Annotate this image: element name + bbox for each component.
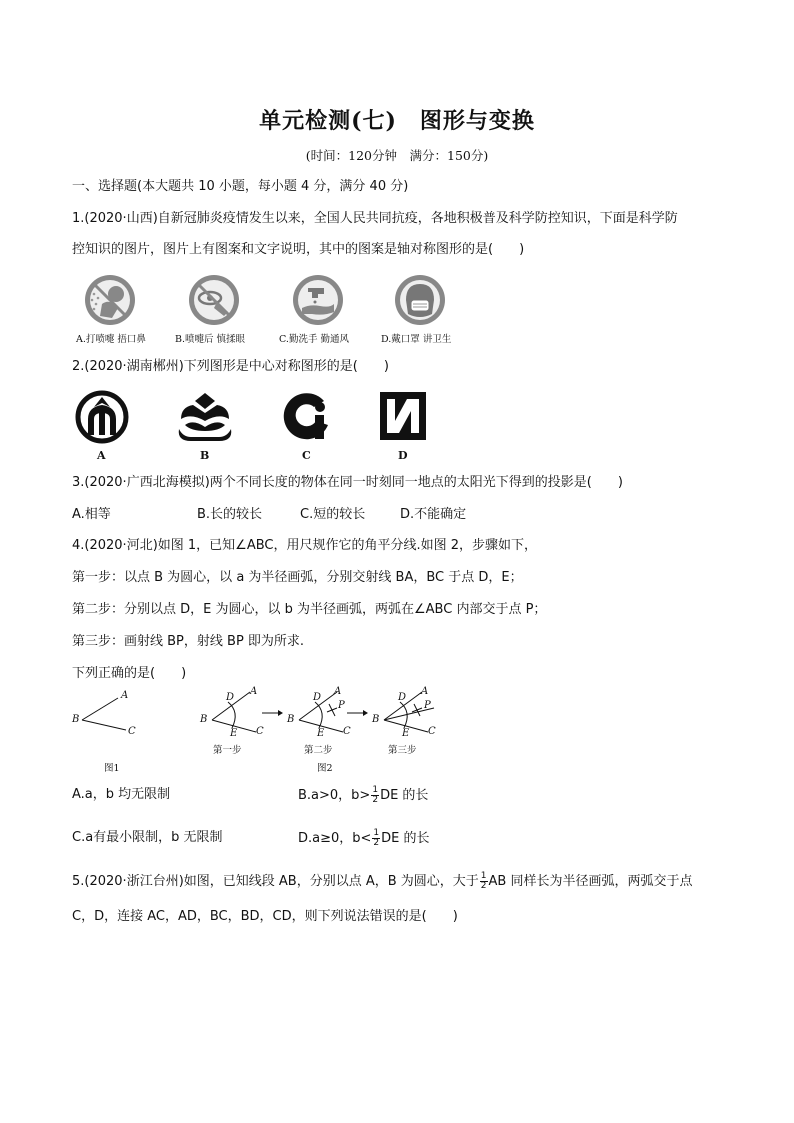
s1-label-a: A (250, 686, 258, 697)
fraction-numerator: 1 (480, 871, 487, 881)
s2-label-e: E (317, 728, 325, 739)
s1-label-c: C (256, 726, 264, 737)
q3-option-b: B.长的较长 (197, 507, 263, 522)
q3-option-a: A.相等 (72, 507, 111, 522)
section-heading: 一、选择题(本大题共 10 小题，每小题 4 分，满分 40 分) (72, 179, 409, 194)
s3-label-a: A (421, 686, 429, 697)
square-logo-icon (379, 391, 427, 441)
q4-line1: 4.(2020·河北)如图 1，已知∠ABC，用尺规作它的角平分线.如图 2，步骤如下， (72, 538, 538, 553)
q5-line2: C，D，连接 AC，AD，BC，BD，CD，则下列说法错误的是( ) (72, 909, 458, 924)
q1-line2: 控知识的图片，图片上有图案和文字说明，其中的图案是轴对称图形的是( ) (72, 242, 525, 257)
q1-caption-c: C.勤洗手 勤通风 (279, 334, 349, 345)
s3-label-e: E (402, 728, 410, 739)
q4-ask: 下列正确的是( ) (72, 666, 187, 681)
s2-label-a: A (334, 686, 342, 697)
q4-option-a: A.a，b 均无限制 (72, 787, 171, 802)
q2-label-d: D (398, 449, 408, 462)
q4-option-b (298, 786, 428, 805)
q5-line1-prefix: 5.(2020·浙江台州)如图，已知线段 AB，分别以点 A，B 为圆心，大于 (72, 874, 479, 889)
fraction-denominator: 2 (373, 838, 380, 848)
q1-caption-a: A.打喷嚏 捂口鼻 (76, 334, 146, 345)
fig1-label-b: B (72, 714, 80, 725)
q4-option-c: C.a有最小限制，b 无限制 (72, 830, 223, 845)
fraction-half (372, 829, 380, 848)
q4-step1: 第一步：以点 B 为圆心，以 a 为半径画弧，分别交射线 BA，BC 于点 D，E； (72, 570, 523, 585)
c-logo-icon (280, 389, 336, 445)
fig1-label-a: A (121, 690, 129, 701)
page-subtitle: (时间：120分钟 满分：150分) (305, 148, 489, 163)
s2-label-d: D (313, 692, 322, 703)
q3-text: 3.(2020·广西北海模拟)两个不同长度的物体在同一时刻同一地点的太阳光下得到的投影是( ) (72, 475, 623, 490)
q2-label-c: C (302, 449, 311, 462)
no-eye-rubbing-icon (186, 274, 244, 326)
fraction-half (371, 786, 379, 805)
fig2-caption: 图2 (317, 763, 333, 774)
s2-label-b: B (287, 714, 295, 725)
figure-1-angle (70, 688, 150, 748)
s2-label-p: P (338, 700, 345, 711)
q2-label-b: B (200, 449, 210, 462)
step3-caption: 第三步 (388, 745, 417, 756)
fraction-half (480, 872, 488, 891)
cough-cover-icon (82, 274, 140, 326)
step2-caption: 第二步 (304, 745, 333, 756)
q1-line1: 1.(2020·山西)自新冠肺炎疫情发生以来，全国人民共同抗疫，各地积极普及科学防控知识，下面是科学防 (72, 211, 678, 226)
fraction-denominator: 2 (372, 795, 379, 805)
q4-step3: 第三步：画射线 BP，射线 BP 即为所求. (72, 634, 305, 649)
q4-option-d-prefix: D.a≥0，b< (298, 831, 372, 846)
fraction-numerator: 1 (372, 785, 379, 795)
s1-label-e: E (230, 728, 238, 739)
fig1-caption: 图1 (104, 763, 120, 774)
s2-label-c: C (343, 726, 351, 737)
s3-label-p: P (424, 700, 431, 711)
q2-label-a: A (97, 449, 106, 462)
q4-option-b-prefix: B.a>0，b> (298, 788, 371, 803)
fraction-denominator: 2 (480, 881, 487, 891)
q3-option-d: D.不能确定 (400, 507, 467, 522)
q1-caption-b: B.喷嚏后 慎揉眼 (175, 334, 246, 345)
q3-option-c: C.短的较长 (300, 507, 366, 522)
railway-logo-icon (74, 389, 130, 445)
s1-label-b: B (200, 714, 208, 725)
hand-washing-icon (290, 274, 348, 326)
s3-label-b: B (372, 714, 380, 725)
s3-label-c: C (428, 726, 436, 737)
q4-step2: 第二步：分别以点 D，E 为圆心，以 b 为半径画弧，两弧在∠ABC 内部交于点 P； (72, 602, 547, 617)
fig1-label-c: C (128, 726, 136, 737)
s3-label-d: D (398, 692, 407, 703)
fraction-numerator: 1 (373, 828, 380, 838)
q4-option-b-suffix: DE 的长 (380, 788, 429, 803)
face-mask-icon (392, 274, 450, 326)
q4-option-d (298, 829, 430, 848)
arrow-icon (345, 708, 369, 718)
q4-option-d-suffix: DE 的长 (381, 831, 430, 846)
arrow-icon (260, 708, 284, 718)
q5-line1-suffix: AB 同样长为半径画弧，两弧交于点 (488, 874, 693, 889)
q5-line1 (72, 872, 692, 891)
q1-caption-d: D.戴口罩 讲卫生 (381, 334, 452, 345)
q2-text: 2.(2020·湖南郴州)下列图形是中心对称图形的是( ) (72, 359, 389, 374)
wheat-logo-icon (175, 389, 235, 445)
page-title: 单元检测(七) 图形与变换 (259, 108, 535, 134)
step1-caption: 第一步 (213, 745, 242, 756)
s1-label-d: D (226, 692, 235, 703)
